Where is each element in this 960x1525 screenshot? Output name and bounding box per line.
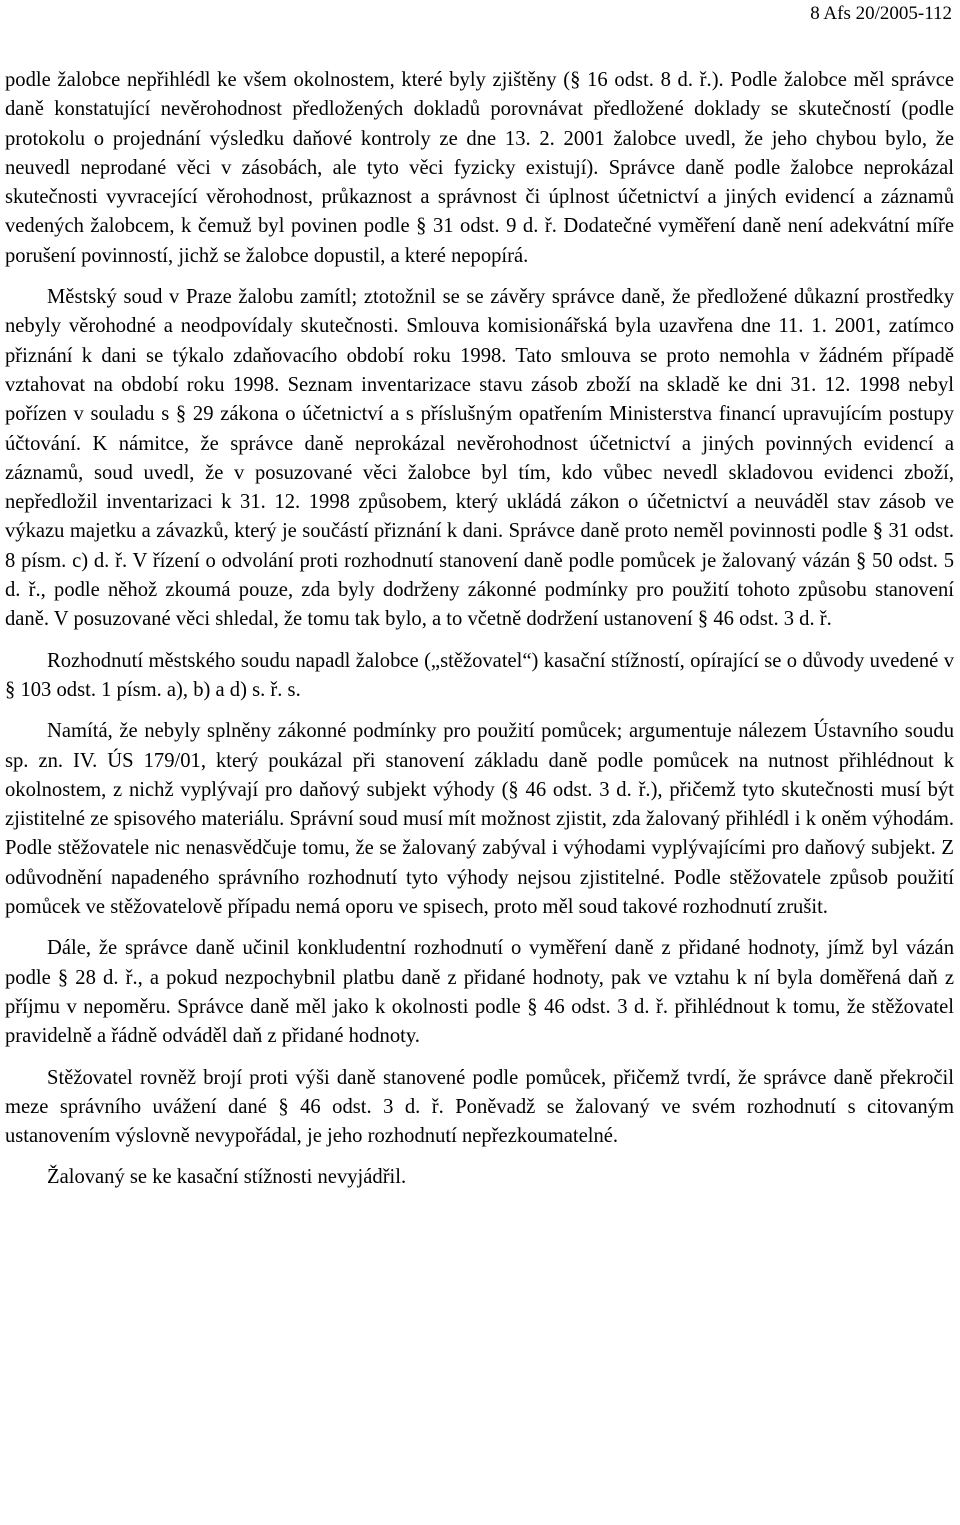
paragraph-4: Namítá, že nebyly splněny zákonné podmínky pro použití pomůcek; argumentuje nálezem Ústavního soudu sp. zn. IV. ÚS 179/01, který poukázal při stanovení základu daně podle pomůcek na nutnost přihlédnout k okolnostem, z nichž vyplývají pro daňový subjekt výhody (§ 46 odst. 3 d. ř.), přičemž tyto skutečnosti musí být zjistitelné ze spisového materiálu. Správní soud musí mít možnost zjistit, zda žalovaný přihlédl i k oněm výhodám. Podle stěžovatele nic nenasvědčuje tomu, že se žalovaný zabýval i výhodami vyplývajícími pro daňový subjekt. Z odůvodnění napadeného správního rozhodnutí tyto výhody nejsou zjistitelné. Podle stěžovatele způsob použití pomůcek ve stěžovatelově případu nemá oporu ve spisech, proto měl soud takové rozhodnutí zrušit.: [5, 720, 954, 919]
paragraph-6: Stěžovatel rovněž brojí proti výši daně stanovené podle pomůcek, přičemž tvrdí, že správce daně překročil meze správního uvážení dané § 46 odst. 3 d. ř. Poněvadž se žalovaný ve svém rozhodnutí s citovaným ustanovením výslovně nevypořádal, je jeho rozhodnutí nepřezkoumatelné.: [5, 1066, 954, 1148]
paragraph-2: Městský soud v Praze žalobu zamítl; ztotožnil se se závěry správce daně, že předložené důkazní prostředky nebyly věrohodné a neodpovídaly skutečnosti. Smlouva komisionářská byla uzavřena dne 11. 1. 2001, zatímco přiznání k dani se týkalo zdaňovacího období roku 1998. Tato smlouva se proto nemohla v žádném případě vztahovat na období roku 1998. Seznam inventarizace stavu zásob zboží na skladě ke dni 31. 12. 1998 nebyl pořízen v souladu s § 29 zákona o účetnictví a s příslušným opatřením Ministerstva financí upravujícím postupy účtování. K námitce, že správce daně neprokázal nevěrohodnost účetnictví a jiných povinných evidencí a záznamů, soud uvedl, že v posuzované věci žalobce byl tím, kdo vůbec nevedl skladovou evidenci zboží, nepředložil inventarizaci k 31. 12. 1998 způsobem, který ukládá zákon o účetnictví a neuváděl stav zásob ve výkazu majetku a závazků, který je součástí přiznání k dani. Správce daně proto neměl povinnosti podle § 31 odst. 8 písm. c) d. ř. V řízení o odvolání proti rozhodnutí stanovení daně podle pomůcek je žalovaný vázán § 50 odst. 5 d. ř., podle něhož zkoumá pouze, zda byly dodrženy zákonné podmínky pro použití tohoto způsobu stanovení daně. V posuzované věci shledal, že tomu tak bylo, a to včetně dodržení ustanovení § 46 odst. 3 d. ř.: [5, 286, 954, 631]
paragraph-7: Žalovaný se ke kasační stížnosti nevyjádřil.: [47, 1166, 407, 1189]
paragraph-5: Dále, že správce daně učinil konkludentní rozhodnutí o vyměření daně z přidané hodnoty, jímž byl vázán podle § 28 d. ř., a pokud nezpochybnil platbu daně z přidané hodnoty, pak ve vztahu k ní byla doměřená daň z příjmu v nepoměru. Správce daně měl jako k okolnosti podle § 46 odst. 3 d. ř. přihlédnout k tomu, že stěžovatel pravidelně a řádně odváděl daň z přidané hodnoty.: [5, 937, 954, 1048]
paragraph-1: podle žalobce nepřihlédl ke všem okolnostem, které byly zjištěny (§ 16 odst. 8 d. ř.). Podle žalobce měl správce daně konstatující nevěrohodnost předložených dokladů porovnávat předložené doklady se skutečností (podle protokolu o projednání výsledku daňové kontroly ze dne 13. 2. 2001 žalobce uvedl, že jeho chybou bylo, že neuvedl neprodané věci v zásobách, ale tyto věci fyzicky existují). Správce daně podle žalobce neprokázal skutečnosti vyvracející věrohodnost, průkaznost a správnost či úplnost účetnictví a jiných evidencí a záznamů vedených žalobcem, k čemuž byl povinen podle § 31 odst. 9 d. ř. Dodatečné vyměření daně není adekvátní míře porušení povinností, jichž se žalobce dopustil, a které nepopírá.: [5, 69, 954, 267]
paragraph-3: Rozhodnutí městského soudu napadl žalobce („stěžovatel“) kasační stížností, opírající se o důvody uvedené v § 103 odst. 1 písm. a), b) a d) s. ř. s.: [5, 649, 954, 701]
case-number-header: 8 Afs 20/2005-112: [810, 3, 952, 24]
